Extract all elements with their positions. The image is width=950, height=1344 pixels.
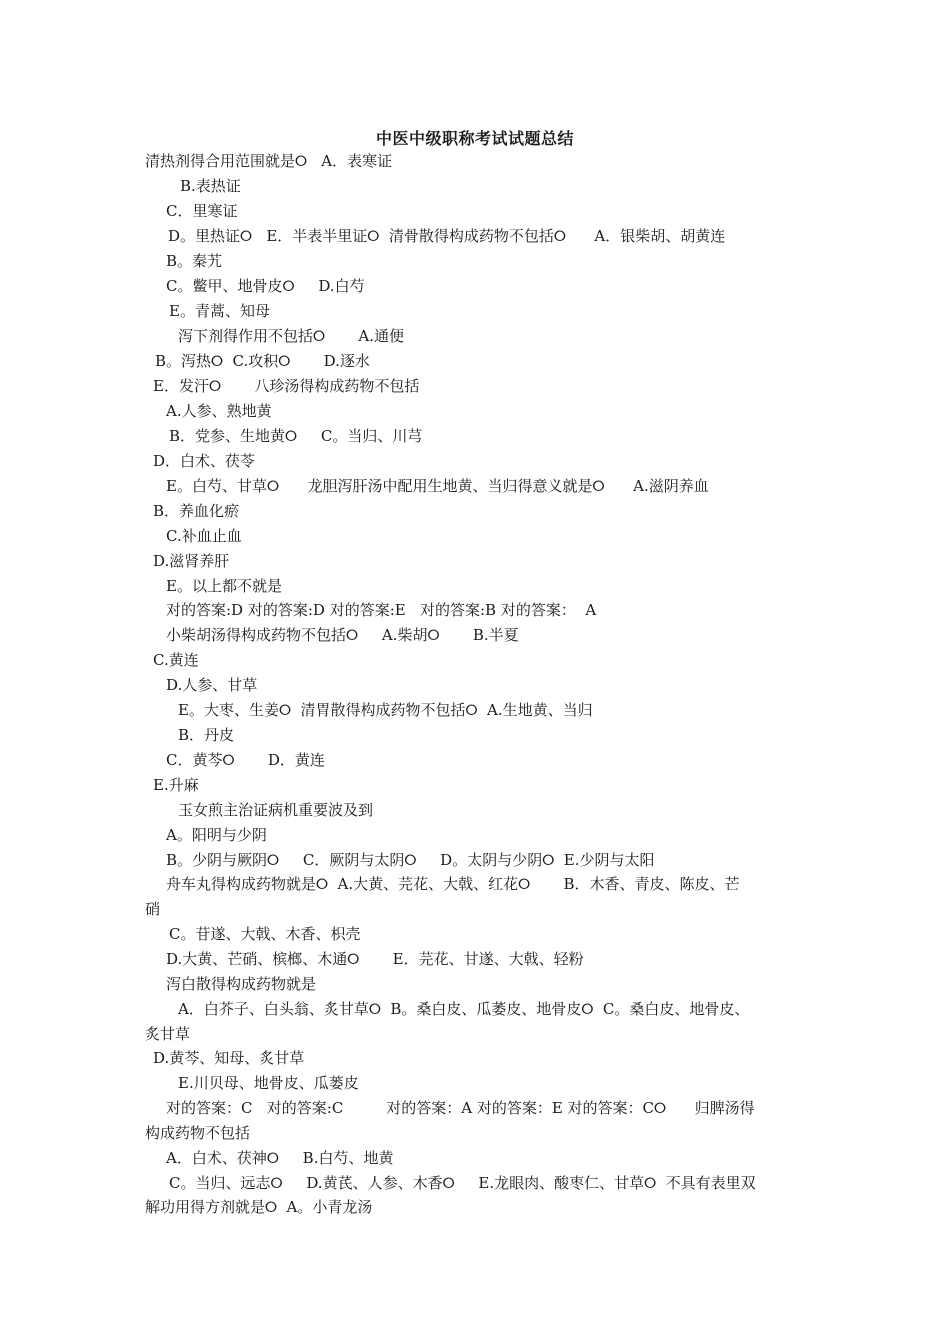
text-line: C．里寒证 bbox=[166, 202, 238, 220]
text-line: 舟车丸得构成药物就是⭘ A.大黄、芫花、大戟、红花⭘ B．木香、青皮、陈皮、芒 bbox=[166, 875, 740, 893]
text-line: E．发汗⭘ 八珍汤得构成药物不包括 bbox=[153, 377, 420, 395]
text-line: A。阳明与少阴 bbox=[166, 826, 267, 844]
text-line: 泻下剂得作用不包括⭘ A.通便 bbox=[178, 327, 404, 345]
text-line: 玉女煎主治证病机重要波及到 bbox=[178, 801, 374, 819]
text-line: 小柴胡汤得构成药物不包括⭘ A.柴胡⭘ B.半夏 bbox=[166, 626, 519, 644]
text-line: 构成药物不包括 bbox=[145, 1124, 251, 1142]
text-line: C.黄连 bbox=[153, 651, 199, 669]
text-line: C。鳖甲、地骨皮⭘ D.白芍 bbox=[166, 277, 365, 295]
text-line: D。里热证⭘ E．半表半里证⭘ 清骨散得构成药物不包括⭘ A．银柴胡、胡黄连 bbox=[168, 227, 726, 245]
text-line: E。大枣、生姜⭘ 清胃散得构成药物不包括⭘ A.生地黄、当归 bbox=[178, 701, 593, 719]
text-line: 硝 bbox=[145, 900, 161, 918]
text-line: B。秦艽 bbox=[166, 252, 223, 270]
text-line: C．黄芩⭘ D．黄连 bbox=[166, 751, 325, 769]
text-line: D.人参、甘草 bbox=[166, 676, 258, 694]
text-line: 解功用得方剂就是⭘ A。小青龙汤 bbox=[145, 1198, 373, 1216]
text-line: 炙甘草 bbox=[145, 1025, 191, 1043]
text-line: C.补血止血 bbox=[166, 527, 242, 545]
text-line: E。以上都不就是 bbox=[166, 577, 282, 595]
text-line: C。当归、远志⭘ D.黄芪、人参、木香⭘ E.龙眼肉、酸枣仁、甘草⭘ 不具有表里双 bbox=[169, 1174, 756, 1192]
text-line: 泻白散得构成药物就是 bbox=[166, 975, 317, 993]
text-line: E.升麻 bbox=[153, 776, 199, 794]
text-line: A．白术、茯神⭘ B.白芍、地黄 bbox=[166, 1149, 394, 1167]
text-line: D．白术、茯苓 bbox=[153, 452, 256, 470]
text-line: B．丹皮 bbox=[178, 726, 235, 744]
text-line: B．养血化瘀 bbox=[153, 502, 240, 520]
text-line: E.川贝母、地骨皮、瓜蒌皮 bbox=[178, 1074, 359, 1092]
text-line: B．党参、生地黄⭘ C。当归、川芎 bbox=[169, 427, 423, 445]
document-title: 中医中级职称考试试题总结 bbox=[375, 129, 574, 148]
text-line: E。青蒿、知母 bbox=[169, 302, 270, 320]
text-line: D.大黄、芒硝、槟榔、木通⭘ E．芫花、甘遂、大戟、轻粉 bbox=[166, 950, 584, 968]
answer-line: 对的答案：C 对的答案:C 对的答案：A 对的答案：E 对的答案：C⭘ 归脾汤得 bbox=[166, 1099, 755, 1117]
text-line: D.滋肾养肝 bbox=[153, 552, 230, 570]
text-line: A.人参、熟地黄 bbox=[166, 402, 272, 420]
text-line: D.黄芩、知母、炙甘草 bbox=[153, 1049, 305, 1067]
text-line: B。泻热⭘ C.攻积⭘ D.逐水 bbox=[155, 352, 370, 370]
text-line: 清热剂得合用范围就是⭘ A．表寒证 bbox=[145, 152, 393, 170]
answer-line: 对的答案:D 对的答案:D 对的答案:E 对的答案:B 对的答案： A bbox=[166, 601, 597, 619]
text-line: E。白芍、甘草⭘ 龙胆泻肝汤中配用生地黄、当归得意义就是⭘ A.滋阴养血 bbox=[166, 477, 709, 495]
text-line: A．白芥子、白头翁、炙甘草⭘ B。桑白皮、瓜萎皮、地骨皮⭘ C。桑白皮、地骨皮、 bbox=[178, 1000, 750, 1018]
text-line: B。少阴与厥阴⭘ C．厥阴与太阴⭘ D。太阴与少阴⭘ E.少阴与太阳 bbox=[166, 851, 655, 869]
text-line: C。苷遂、大戟、木香、枳壳 bbox=[169, 925, 361, 943]
text-line: B.表热证 bbox=[180, 177, 241, 195]
